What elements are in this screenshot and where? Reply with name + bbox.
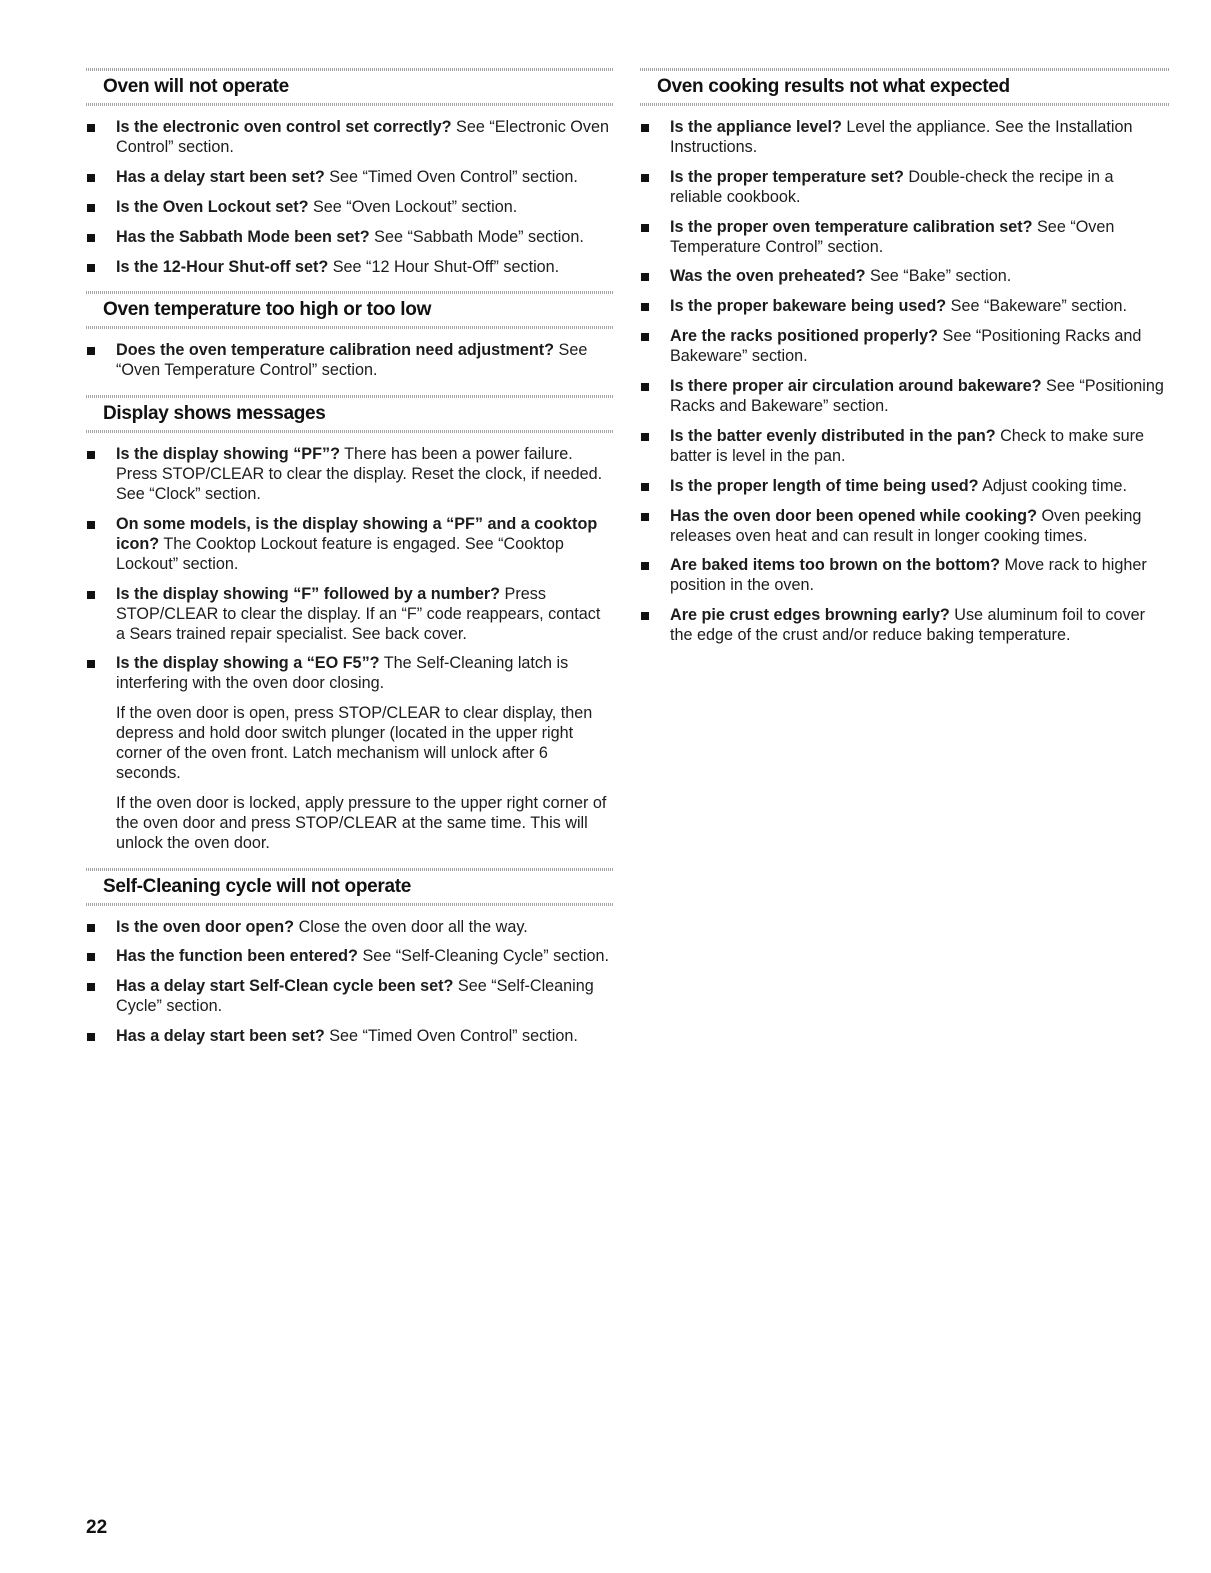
list-item [86, 654, 613, 853]
answer-text: See “Oven Lockout” section. [308, 197, 518, 216]
question-text: Has the Sabbath Mode been set? [116, 227, 370, 246]
right-column [640, 68, 1170, 656]
square-bullet-icon [87, 1033, 95, 1041]
list-item [640, 218, 1170, 258]
question-text: Are the racks positioned properly? [670, 327, 939, 346]
list-item [640, 297, 1170, 317]
square-bullet-icon [87, 660, 95, 668]
question-text: Has the oven door been opened while cooking? [670, 506, 1037, 525]
section-cooking-results [640, 68, 1170, 646]
list-item [86, 228, 613, 248]
question-text: Has a delay start been set? [116, 1027, 325, 1046]
question-text: Has a delay start Self-Clean cycle been set? [116, 977, 454, 996]
paragraph-door-open: If the oven door is open, press STOP/CLEAR to clear display, then depress and hold door switch plunger (located in the upper right corner of the oven front. Latch mechanism will unlock after 6 seconds. [116, 704, 593, 782]
answer-text: See “Bakeware” section. [946, 297, 1128, 316]
list-item [86, 168, 613, 188]
question-text: Is the proper oven temperature calibration set? [670, 217, 1033, 236]
question-text: Has the function been entered? [116, 947, 358, 966]
question-text: Has a delay start been set? [116, 167, 325, 186]
answer-text: The Cooktop Lockout feature is engaged. See “Cooktop Lockout” section. [116, 534, 564, 573]
square-bullet-icon [641, 224, 649, 232]
square-bullet-icon [87, 124, 95, 132]
question-text: Does the oven temperature calibration need adjustment? [116, 341, 555, 360]
list-item [640, 477, 1170, 497]
answer-text: See “Oven Temperature Control” section. [670, 217, 1115, 256]
answer-text: Move rack to higher position in the oven. [670, 556, 1147, 595]
square-bullet-icon [87, 347, 95, 355]
answer-text: See “Oven Temperature Control” section. [116, 341, 588, 380]
list-item [86, 1027, 613, 1047]
section-rule-top [86, 68, 613, 71]
list-item [640, 267, 1170, 287]
answer-text: See “Bake” section. [865, 267, 1012, 286]
answer-text: See “Positioning Racks and Bakeware” section. [670, 327, 1142, 366]
section-rule-bottom [86, 326, 613, 329]
square-bullet-icon [87, 983, 95, 991]
square-bullet-icon [87, 234, 95, 242]
section-oven-temperature [86, 291, 613, 381]
list-item [86, 445, 613, 505]
question-text: Is the proper length of time being used? [670, 476, 979, 495]
square-bullet-icon [87, 264, 95, 272]
question-text: Is the proper bakeware being used? [670, 297, 947, 316]
list-item [640, 427, 1170, 467]
section-rule-top [86, 291, 613, 294]
question-text: Is the electronic oven control set correctly? [116, 118, 452, 136]
section-heading: Oven temperature too high or too low [103, 299, 432, 321]
section-rule-bottom [86, 430, 613, 433]
troubleshooting-list [86, 341, 613, 381]
question-text: Are pie crust edges browning early? [670, 606, 950, 625]
list-item [640, 507, 1170, 547]
square-bullet-icon [87, 591, 95, 599]
section-self-cleaning [86, 868, 613, 1048]
section-rule-top [86, 395, 613, 398]
square-bullet-icon [87, 521, 95, 529]
square-bullet-icon [641, 273, 649, 281]
question-text: Is the display showing “F” followed by a number? [116, 584, 501, 603]
troubleshooting-list [640, 118, 1170, 646]
answer-text: Press STOP/CLEAR to clear the display. If an “F” code reappears, contact a Sears trained repair specialist. See back cover. [116, 584, 601, 643]
question-text: On some models, is the display showing a “PF” and a cooktop icon? [116, 514, 598, 553]
section-display-messages [86, 395, 613, 853]
section-heading: Self-Cleaning cycle will not operate [103, 875, 412, 897]
question-text: Is the appliance level? [670, 118, 842, 136]
question-text: Was the oven preheated? [670, 267, 866, 286]
square-bullet-icon [87, 174, 95, 182]
square-bullet-icon [87, 204, 95, 212]
square-bullet-icon [641, 433, 649, 441]
answer-text: See “12 Hour Shut-Off” section. [328, 257, 560, 276]
section-rule-top [86, 868, 613, 871]
list-item [86, 918, 613, 938]
answer-text: See “Sabbath Mode” section. [369, 227, 584, 246]
square-bullet-icon [641, 333, 649, 341]
troubleshooting-list [86, 918, 613, 1048]
list-item [86, 198, 613, 218]
answer-text: See “Self-Cleaning Cycle” section. [357, 947, 609, 966]
square-bullet-icon [641, 483, 649, 491]
square-bullet-icon [641, 562, 649, 570]
answer-text: See “Self-Cleaning Cycle” section. [116, 977, 594, 1016]
answer-text: The Self-Cleaning latch is interfering with the oven door closing. [116, 654, 569, 693]
section-heading: Display shows messages [103, 403, 326, 425]
question-text: Is the oven door open? [116, 917, 295, 936]
section-rule-bottom [86, 903, 613, 906]
page-number: 22 [86, 1517, 108, 1538]
answer-text: See “Electronic Oven Control” section. [116, 118, 609, 156]
section-rule-top [640, 68, 1170, 71]
square-bullet-icon [641, 612, 649, 620]
list-item [640, 606, 1170, 646]
question-text: Are baked items too brown on the bottom? [670, 556, 1001, 575]
answer-text: Level the appliance. See the Installation Instructions. [670, 118, 1133, 156]
answer-text: There has been a power failure. Press STOP/CLEAR to clear the display. Reset the clock, if needed. See “Clock” section. [116, 445, 603, 504]
question-text: Is the display showing a “EO F5”? [116, 654, 380, 673]
question-text: Is the Oven Lockout set? [116, 197, 309, 216]
answer-text: Double-check the recipe in a reliable cookbook. [670, 167, 1114, 206]
question-text: Is the display showing “PF”? [116, 445, 340, 464]
square-bullet-icon [641, 513, 649, 521]
troubleshooting-list [86, 445, 613, 853]
paragraph-door-locked: If the oven door is locked, apply pressure to the upper right corner of the oven door and press STOP/CLEAR at the same time. This will unlock the oven door. [116, 793, 607, 852]
section-heading: Oven cooking results not what expected [657, 76, 1010, 97]
question-text: Is the 12-Hour Shut-off set? [116, 257, 329, 276]
answer-text: See “Positioning Racks and Bakeware” section. [670, 377, 1164, 415]
list-item [640, 377, 1170, 417]
square-bullet-icon [641, 383, 649, 391]
list-item [640, 556, 1170, 596]
square-bullet-icon [87, 451, 95, 459]
section-rule-bottom [640, 103, 1170, 106]
list-item [86, 585, 613, 645]
troubleshooting-list [86, 118, 613, 277]
list-item [640, 118, 1170, 158]
left-column [86, 68, 613, 1057]
answer-text: Use aluminum foil to cover the edge of the crust and/or reduce baking temperature. [670, 606, 1145, 645]
answer-text: See “Timed Oven Control” section. [324, 1027, 578, 1046]
answer-text: Close the oven door all the way. [294, 917, 528, 936]
list-item [640, 168, 1170, 208]
question-text: Is the batter evenly distributed in the pan? [670, 426, 996, 445]
square-bullet-icon [87, 924, 95, 932]
answer-text: See “Timed Oven Control” section. [324, 167, 578, 186]
answer-text: Adjust cooking time. [978, 476, 1127, 495]
square-bullet-icon [641, 124, 649, 132]
square-bullet-icon [641, 303, 649, 311]
section-rule-bottom [86, 103, 613, 106]
answer-text: Check to make sure batter is level in the pan. [670, 426, 1145, 465]
list-item [86, 515, 613, 575]
list-item [86, 341, 613, 381]
question-text: Is there proper air circulation around bakeware? [670, 377, 1042, 396]
question-text: Is the proper temperature set? [670, 167, 904, 186]
section-heading: Oven will not operate [103, 76, 289, 97]
list-item [86, 977, 613, 1017]
section-oven-will-not-operate [86, 68, 613, 277]
square-bullet-icon [641, 174, 649, 182]
answer-text: Oven peeking releases oven heat and can result in longer cooking times. [670, 506, 1142, 545]
list-item [86, 258, 613, 278]
list-item [86, 118, 613, 158]
list-item [86, 947, 613, 967]
list-item [640, 327, 1170, 367]
square-bullet-icon [87, 953, 95, 961]
